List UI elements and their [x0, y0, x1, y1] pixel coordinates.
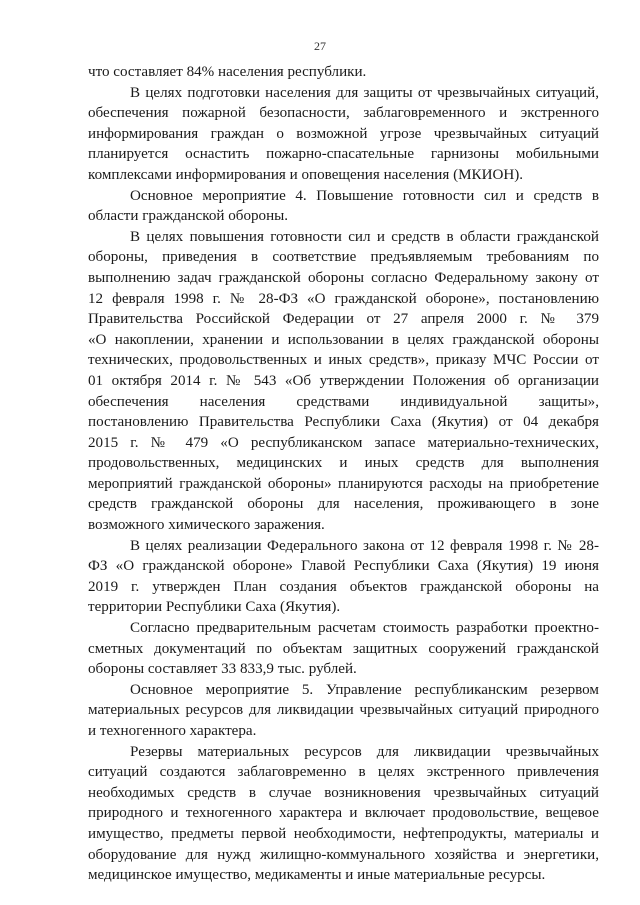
- text-line: выполнению задач гражданской обороны согласно Федеральному закону от: [88, 269, 599, 286]
- text-line: ФЗ «О гражданской обороне» Главой Республики Саха (Якутия) 19 июня: [88, 558, 599, 575]
- paragraph-3: [88, 186, 599, 227]
- text-line: технических, продовольственных и иных средств», приказу МЧС России от: [88, 352, 599, 369]
- text-line: постановлению Правительства Республики Саха (Якутия) от 04 декабря: [88, 414, 599, 431]
- text-line: планируется оснастить пожарно-спасательные гарнизоны мобильными: [88, 146, 599, 163]
- paragraph-6: [88, 618, 599, 680]
- text-line: мероприятий гражданской обороны» планируются расходы на приобретение: [88, 475, 599, 492]
- text-line: В целях реализации Федерального закона от 12 февраля 1998 г. № 28-: [130, 537, 599, 554]
- text-line: средств гражданской обороны для населения, проживающего в зоне: [88, 496, 599, 513]
- text-line: В целях подготовки населения для защиты от чрезвычайных ситуаций,: [130, 84, 599, 101]
- text-line: обороны, приведения в соответствие предъявляемым требованиям по: [88, 249, 599, 266]
- text-line: природного и техногенного характера и включает продовольствие, вещевое: [88, 805, 599, 822]
- text-line: 2019 г. утвержден План создания объектов гражданской обороны на: [88, 578, 599, 595]
- text-line: Резервы материальных ресурсов для ликвидации чрезвычайных: [130, 743, 599, 760]
- text-line: В целях повышения готовности сил и средств в области гражданской: [130, 228, 599, 245]
- text-line: что составляет 84% населения республики.: [88, 64, 367, 80]
- text-line: имущество, предметы первой необходимости, нефтепродукты, материалы и: [88, 825, 599, 842]
- text-line: комплексами информирования и оповещения населения (МКИОН).: [88, 166, 524, 183]
- text-line: Основное мероприятие 5. Управление республиканским резервом: [130, 681, 599, 698]
- paragraph-8: [88, 742, 599, 886]
- text-line: Правительства Российской Федерации от 27 апреля 2000 г. № 379: [88, 311, 599, 328]
- text-line: материальных ресурсов для ликвидации чрезвычайных ситуаций природного: [88, 702, 599, 719]
- paragraph-5: [88, 536, 599, 618]
- text-line: 01 октября 2014 г. № 543 «Об утверждении Положения об организации: [88, 372, 599, 389]
- text-line: сметных документаций по объектам защитных сооружений гражданской: [88, 640, 599, 657]
- text-line: медицинское имущество, медикаменты и иные материальные ресурсы.: [88, 867, 546, 884]
- text-line: продовольственных, медицинских и иных средств для выполнения: [88, 455, 599, 472]
- text-line: необходимых средств в случае возникновения чрезвычайных ситуаций: [88, 784, 599, 801]
- text-line: 2015 г. № 479 «О республиканском запасе материально-технических,: [88, 434, 599, 451]
- text-line: оборудование для нужд жилищно-коммунального хозяйства и энергетики,: [88, 846, 599, 863]
- text-line: обеспечения пожарной безопасности, заблаговременного и экстренного: [88, 105, 599, 122]
- text-line: обеспечения населения средствами индивидуальной защиты»,: [88, 393, 599, 410]
- text-line: области гражданской обороны.: [88, 208, 289, 225]
- text-line: «О накоплении, хранении и использовании в целях гражданской обороны: [88, 331, 599, 348]
- text-line: обороны составляет 33 833,9 тыс. рублей.: [88, 661, 357, 678]
- page-number: 27: [314, 39, 326, 53]
- text-line: 12 февраля 1998 г. № 28-ФЗ «О гражданской обороне», постановлению: [88, 290, 599, 307]
- paragraph-1: [88, 62, 599, 83]
- document-body: [88, 62, 599, 886]
- text-line: Основное мероприятие 4. Повышение готовности сил и средств в: [130, 187, 599, 204]
- text-line: информирования граждан о возможной угрозе чрезвычайных ситуаций: [88, 125, 599, 142]
- text-line: и техногенного характера.: [88, 723, 257, 739]
- text-line: ситуаций создаются заблаговременно в целях экстренного привлечения: [88, 764, 599, 781]
- text-line: возможного химического заражения.: [88, 517, 325, 534]
- text-line: Согласно предварительным расчетам стоимость разработки проектно-: [130, 620, 599, 637]
- paragraph-7: [88, 680, 599, 742]
- paragraph-2: [88, 83, 599, 186]
- text-line: территории Республики Саха (Якутия).: [88, 599, 341, 616]
- paragraph-4: [88, 227, 599, 536]
